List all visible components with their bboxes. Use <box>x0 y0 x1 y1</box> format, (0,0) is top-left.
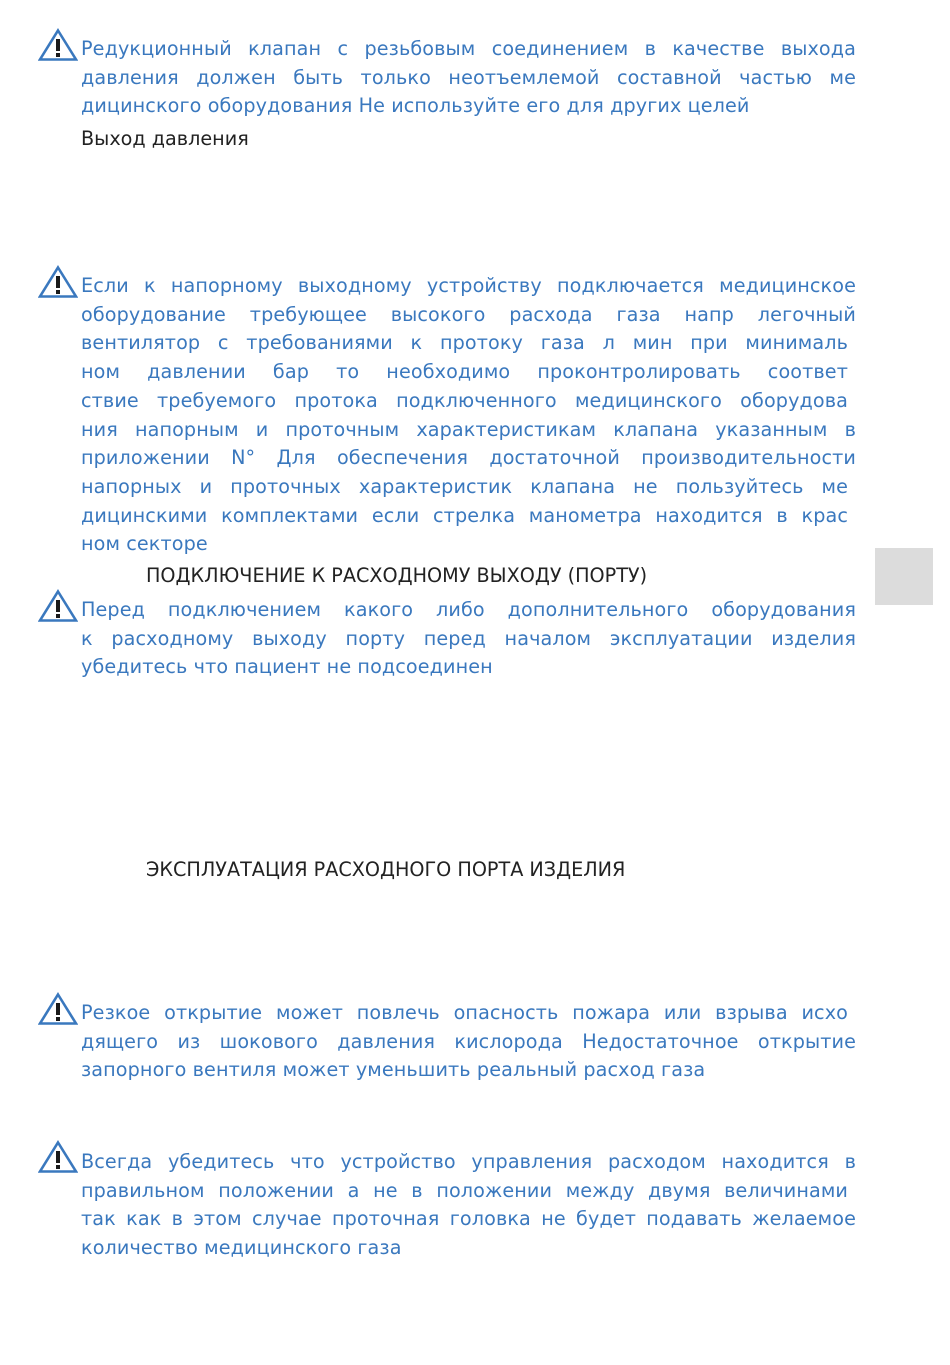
warning-line: дящего из шокового давления кислорода Недостаточное открытие <box>81 1029 856 1053</box>
warning-line: ном давлении бар то необходимо проконтролировать соответ <box>81 360 848 384</box>
warning-triangle-icon <box>38 992 78 1026</box>
warning-line: дицинского оборудования Не используйте его для других целей <box>81 94 750 118</box>
warning-triangle-icon <box>38 265 78 299</box>
warning-line: Перед подключением какого либо дополнительного оборудования <box>81 598 856 621</box>
warning-flow-selector-position <box>81 1148 856 1263</box>
warning-line: дицинскими комплектами если стрелка манометра находится в крас <box>81 503 848 527</box>
warning-line: правильном положении а не в положении между двумя величинами <box>81 1178 848 1202</box>
warning-patient-disconnected <box>81 596 856 682</box>
warning-line: ния напорным и проточным характеристикам клапана указанным в <box>81 417 856 441</box>
warning-sudden-opening <box>81 999 856 1085</box>
side-tab-marker <box>875 548 933 605</box>
warning-line: оборудование требующее высокого расхода газа напр легочный <box>81 302 856 326</box>
warning-line: Если к напорному выходному устройству подключается медицинское <box>81 274 856 297</box>
warning-line: Всегда убедитесь что устройство управления расходом находится в <box>81 1150 856 1173</box>
warning-line: количество медицинского газа <box>81 1236 402 1260</box>
warning-pressure-outlet-usage <box>81 35 856 121</box>
warning-triangle-icon <box>38 589 78 623</box>
warning-triangle-icon <box>38 1140 78 1174</box>
pressure-outlet-label: Выход давления <box>81 127 249 150</box>
warning-line: к расходному выходу порту перед началом эксплуатации изделия <box>81 626 856 650</box>
warning-line: напорных и проточных характеристик клапана не пользуйтесь ме <box>81 474 848 498</box>
warning-line: вентилятор с требованиями к протоку газа л мин при минималь <box>81 331 848 355</box>
warning-line: ствие требуемого протока подключенного медицинского оборудова <box>81 388 848 412</box>
warning-triangle-icon <box>38 28 78 62</box>
warning-line: приложении N° Для обеспечения достаточной производительности <box>81 446 856 470</box>
warning-line: так как в этом случае проточная головка не будет подавать желаемое <box>81 1207 856 1231</box>
warning-line: Редукционный клапан с резьбовым соединением в качестве выхода <box>81 37 856 60</box>
warning-line: давления должен быть только неотъемлемой составной частью ме <box>81 65 856 89</box>
section-heading-flow-port-connection: ПОДКЛЮЧЕНИЕ К РАСХОДНОМУ ВЫХОДУ (ПОРТУ) <box>146 564 648 587</box>
warning-line: ном секторе <box>81 532 208 556</box>
warning-line: запорного вентиля может уменьшить реальный расход газа <box>81 1058 706 1082</box>
warning-line: Резкое открытие может повлечь опасность пожара или взрыва исхо <box>81 1001 848 1024</box>
warning-high-flow-equipment <box>81 272 856 559</box>
section-heading-flow-port-operation: ЭКСПЛУАТАЦИЯ РАСХОДНОГО ПОРТА ИЗДЕЛИЯ <box>146 858 626 881</box>
warning-line: убедитесь что пациент не подсоединен <box>81 655 493 679</box>
